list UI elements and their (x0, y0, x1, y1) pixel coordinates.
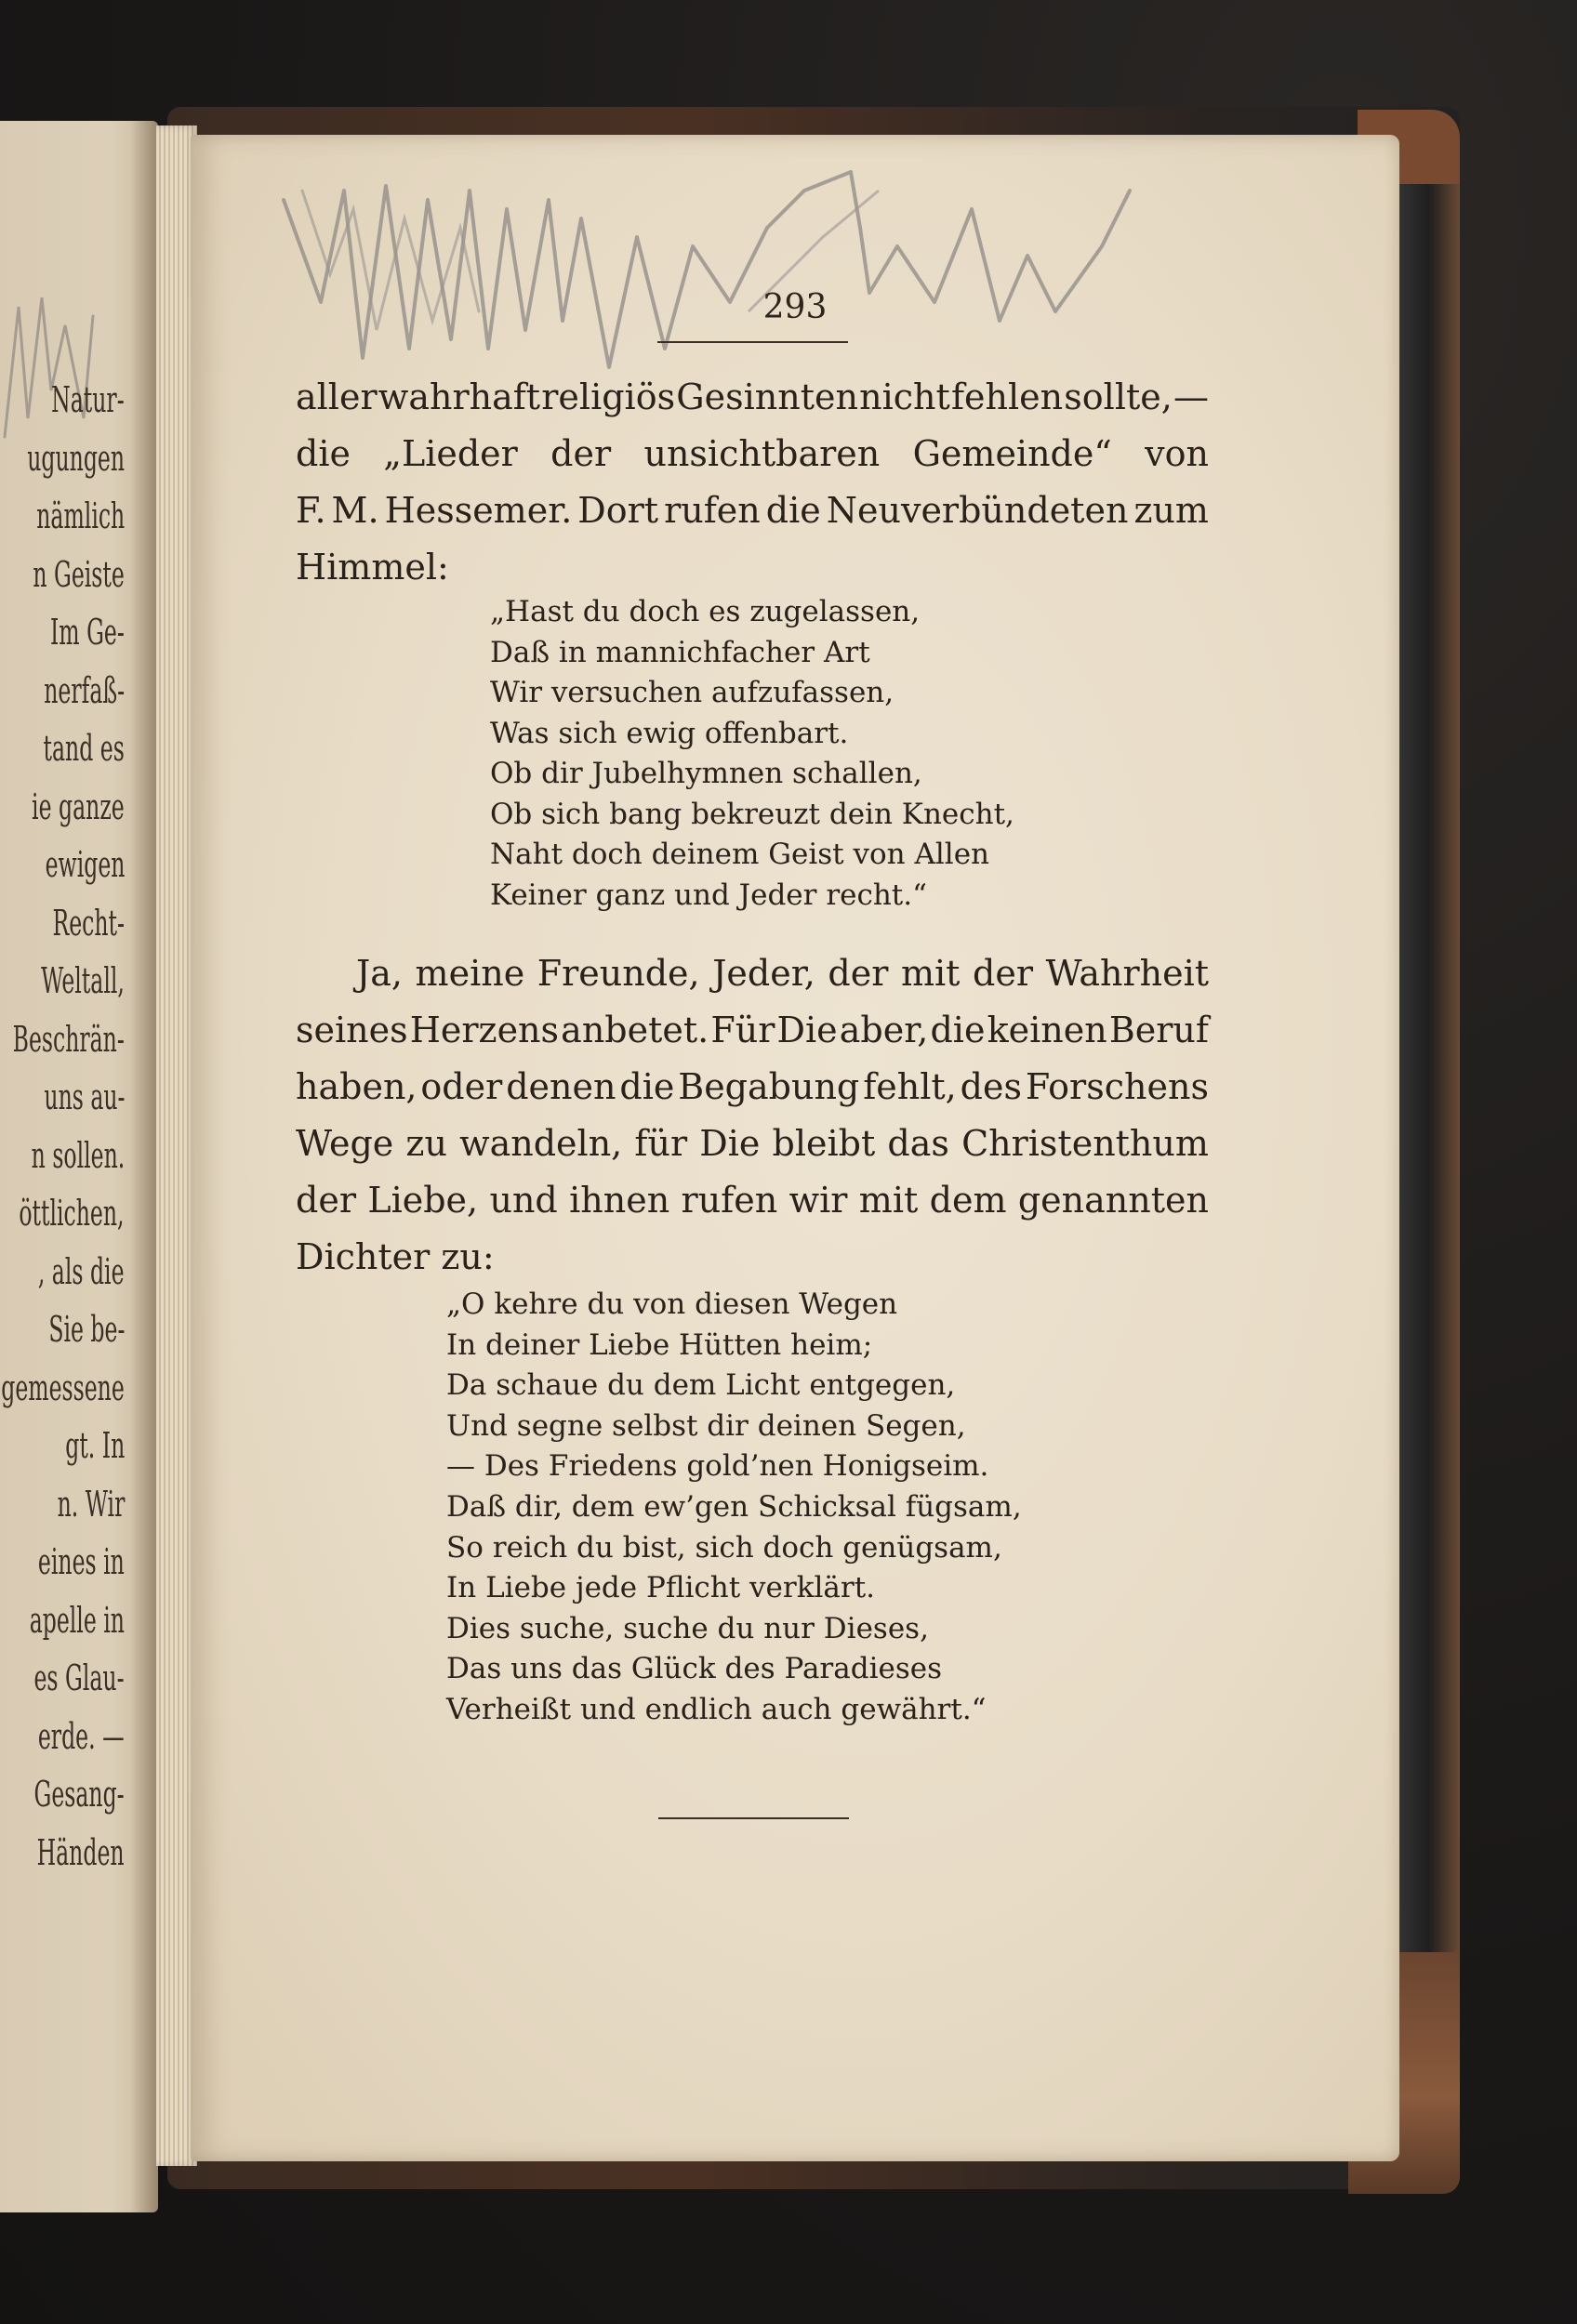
prose-line: seines Herzens anbetet. Für Die aber, die keinen Beruf (296, 1010, 1209, 1050)
verse-line: Naht doch deinem Geist von Allen (490, 838, 990, 871)
verse-line: „Hast du doch es zugelassen, (490, 595, 921, 628)
pencil-scribble-left (0, 279, 112, 446)
left-page-line: uns au- (43, 1076, 125, 1117)
left-page-line: n. Wir (57, 1483, 125, 1525)
left-page-line: Gesang- (33, 1774, 125, 1815)
left-page-line: es Glau- (33, 1657, 125, 1698)
left-page-line: nämlich (35, 495, 125, 536)
verse-line: Ob sich bang bekreuzt dein Knecht, (490, 797, 1014, 831)
left-page-line: tand es (43, 728, 125, 769)
verse-line: Keiner ganz und Jeder recht.“ (490, 878, 927, 912)
left-page-line: nerfaß- (44, 669, 125, 711)
left-page-line: gt. In (64, 1425, 125, 1466)
left-page-line: gemessene (1, 1367, 125, 1408)
left-page-line: Sie be- (47, 1309, 125, 1350)
left-page-line: erde. — (38, 1715, 125, 1757)
end-rule (658, 1817, 849, 1819)
left-page-line: Im Ge- (50, 612, 125, 653)
prose-line: F. M. Hessemer. Dort rufen die Neuverbündeten zum (296, 490, 1209, 531)
verse-line: Und segne selbst dir deinen Segen, (446, 1408, 966, 1443)
left-page-line: , als die (38, 1250, 125, 1292)
verse-line: Daß in mannichfacher Art (490, 635, 870, 669)
pencil-scribble (191, 135, 1399, 414)
prose-line: Ja, meine Freunde, Jeder, der mit der Wahrheit (356, 953, 1209, 994)
verse-line: In Liebe jede Pflicht verklärt. (446, 1571, 876, 1605)
left-page-line: öttlichen, (19, 1193, 125, 1234)
prose-line: der Liebe, und ihnen rufen wir mit dem genannten (296, 1180, 1209, 1221)
verse-line: — Des Friedens gold’nen Honigseim. (446, 1449, 989, 1484)
left-page-line: n sollen. (31, 1134, 125, 1176)
left-page-line: ie ganze (32, 786, 125, 827)
left-page-line: ugungen (27, 437, 125, 479)
verse-line: „O kehre du von diesen Wegen (446, 1287, 898, 1321)
left-page-line: Beschrän- (12, 1018, 125, 1060)
left-page-line: apelle in (29, 1599, 125, 1641)
book-page (191, 135, 1399, 2161)
prose-line: die „Lieder der unsichtbaren Gemeinde“ von (296, 433, 1209, 474)
page-number: 293 (762, 288, 828, 326)
verse-line: Da schaue du dem Licht entgegen, (446, 1368, 956, 1403)
gutter-shadow (130, 121, 158, 2212)
verse-line: Was sich ewig offenbart. (490, 716, 849, 750)
left-page-line: ewigen (45, 844, 125, 885)
left-page-line: Natur- (51, 379, 125, 420)
verse-line: Daß dir, dem ew’gen Schicksal fügsam, (446, 1490, 1022, 1524)
left-page-line: Recht- (52, 902, 125, 944)
verse-line: Verheißt und endlich auch gewährt.“ (446, 1693, 987, 1726)
header-rule (657, 341, 848, 343)
left-facing-page (0, 121, 158, 2212)
prose-line: Wege zu wandeln, für Die bleibt das Christenthum (296, 1123, 1209, 1164)
prose-line: Himmel: (296, 547, 449, 588)
verse-line: Wir versuchen aufzufassen, (490, 676, 895, 709)
verse-line: Ob dir Jubelhymnen schallen, (490, 757, 922, 790)
verse-line: So reich du bist, sich doch genügsam, (446, 1530, 1002, 1565)
left-page-line: n Geiste (33, 553, 125, 595)
prose-line: Dichter zu: (296, 1236, 495, 1277)
left-page-line: Weltall, (41, 960, 125, 1001)
left-page-line: Händen (37, 1831, 125, 1873)
verse-line: Das uns das Glück des Paradieses (446, 1652, 942, 1686)
verse-line: In deiner Liebe Hütten heim; (446, 1327, 873, 1362)
prose-line: haben, oder denen die Begabung fehlt, des Forschens (296, 1066, 1209, 1107)
prose-line: aller wahrhaft religiös Gesinnten nicht fehlen sollte, — (296, 376, 1209, 417)
verse-line: Dies suche, suche du nur Dieses, (446, 1611, 929, 1645)
left-page-line: eines in (38, 1541, 125, 1582)
